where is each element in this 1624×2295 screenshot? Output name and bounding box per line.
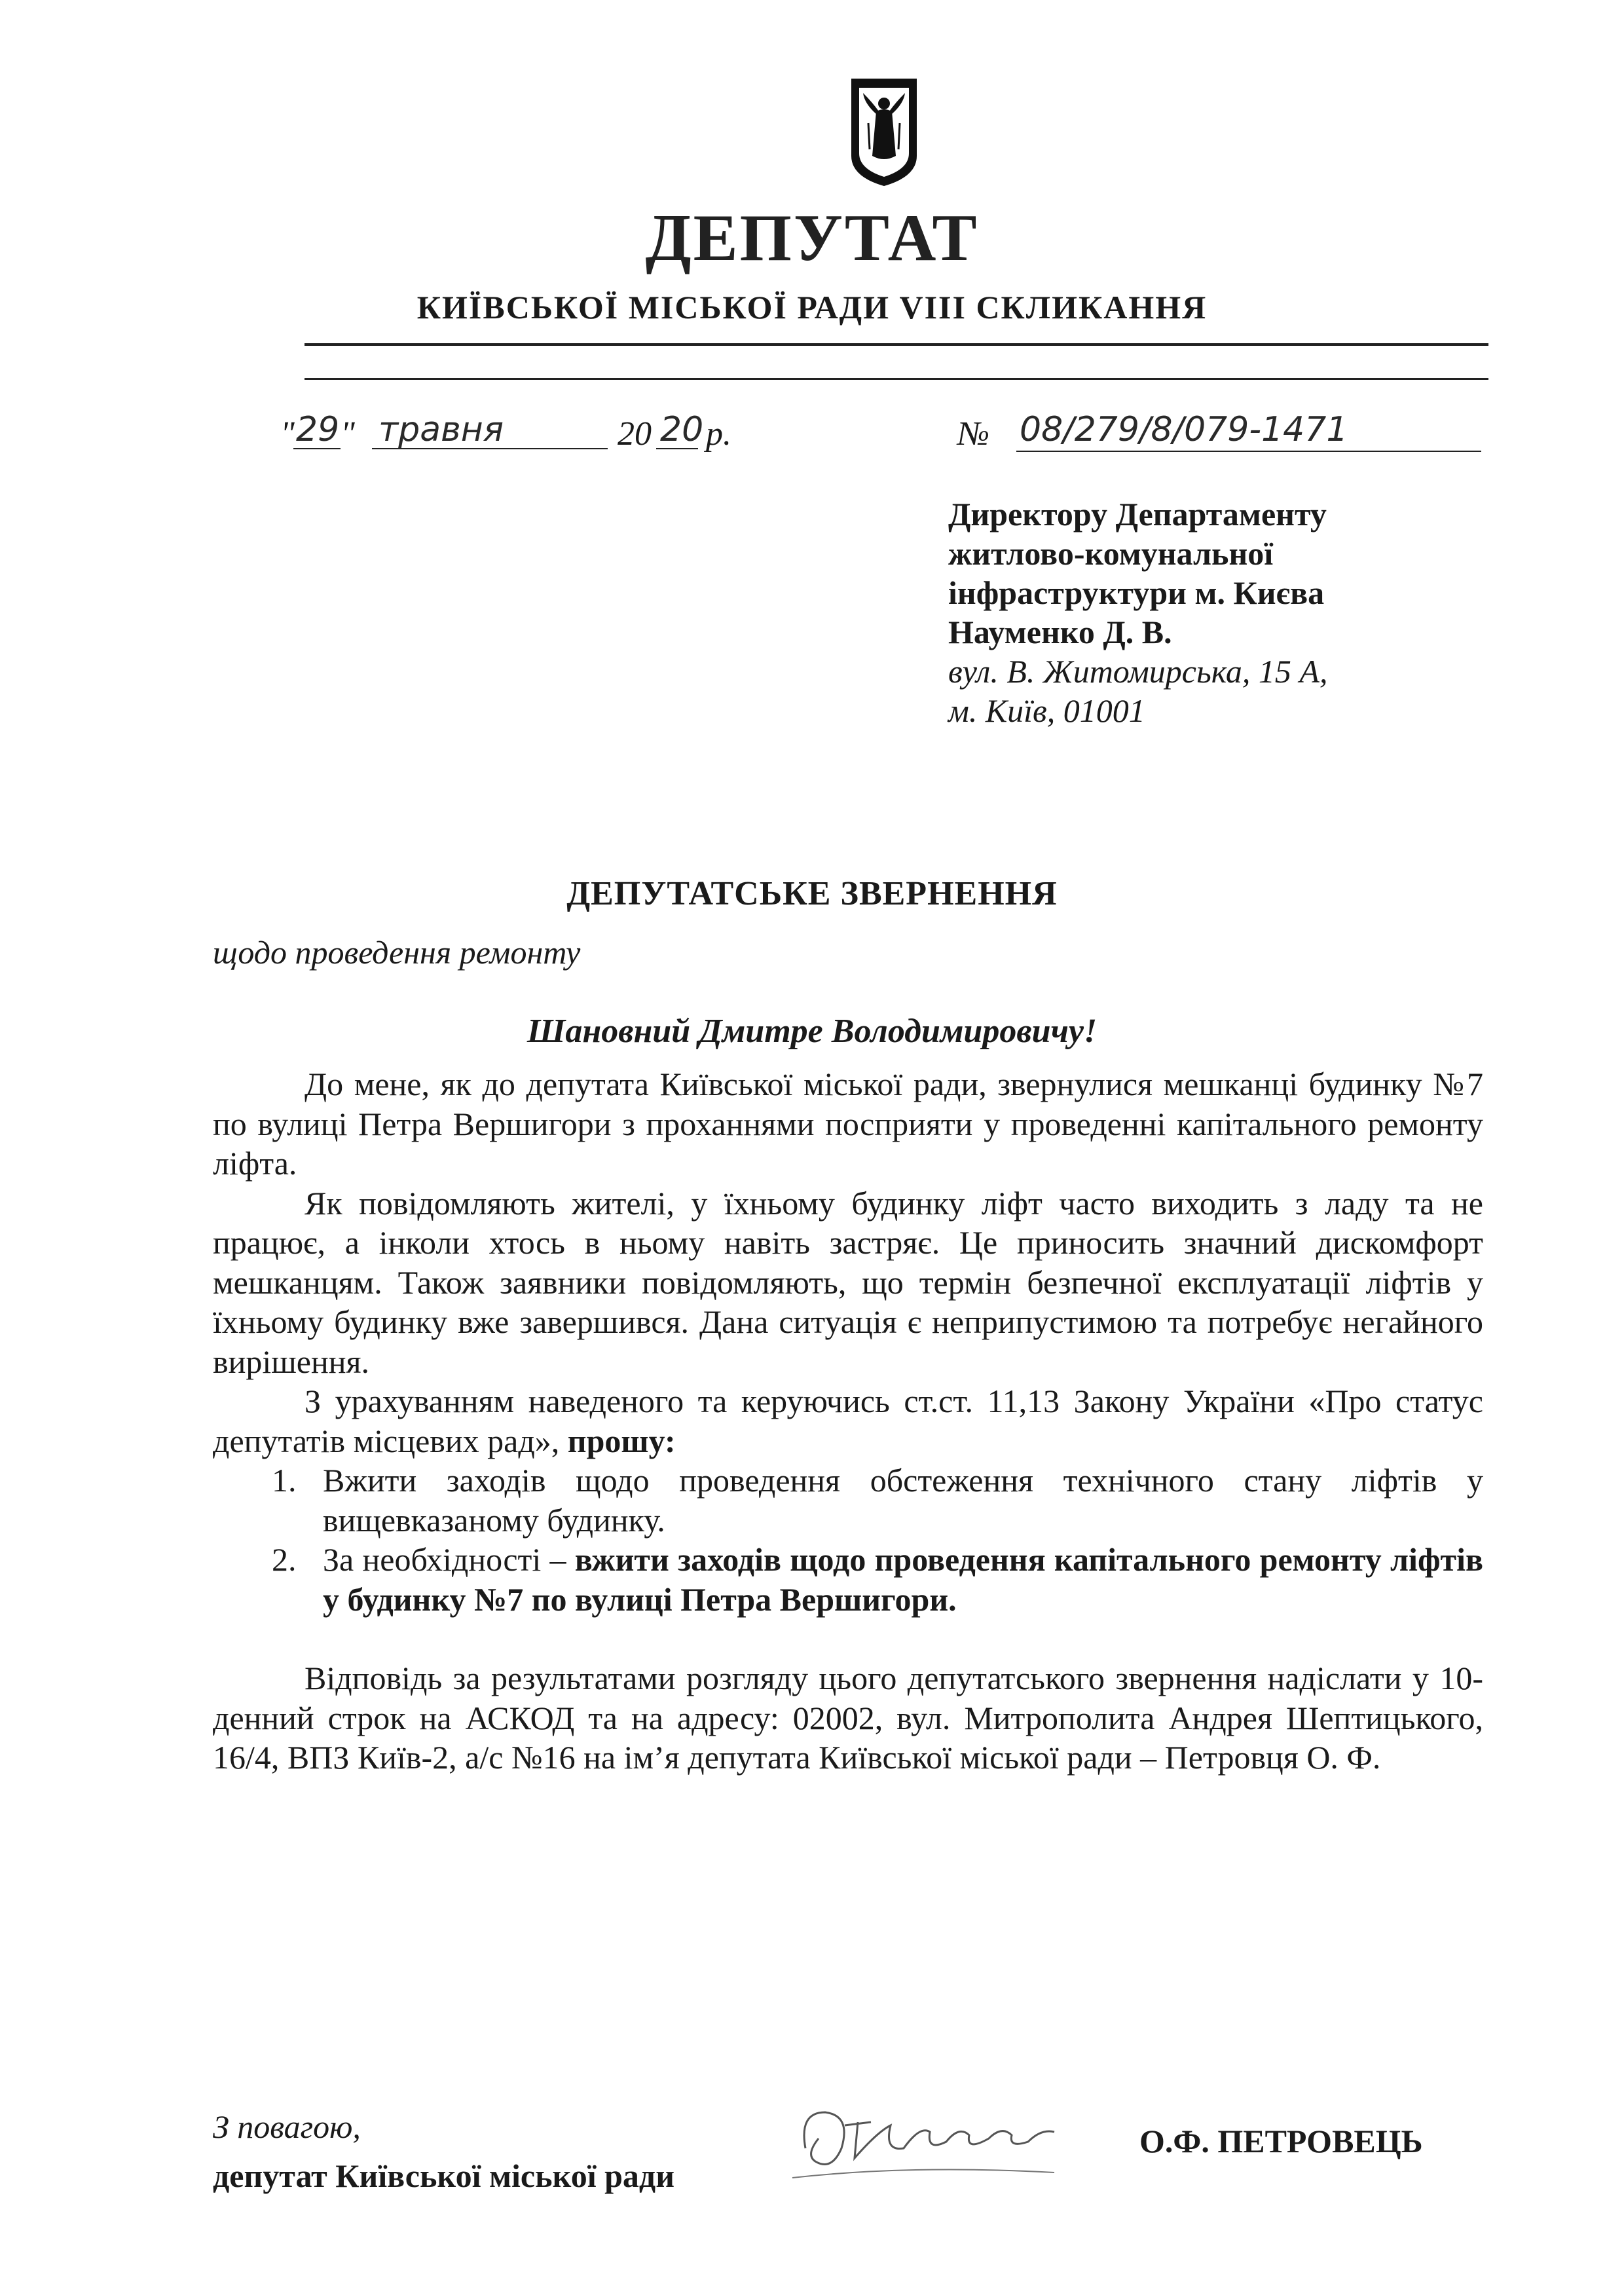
paragraph-3: З урахуванням наведеного та керуючись ст.ст. 11,13 Закону України «Про статус депутатів місцевих рад», прошу: [213, 1383, 1483, 1459]
registration-number [957, 406, 1481, 458]
addressee-city: м. Київ, 01001 [948, 692, 1145, 729]
request-item-2: 2. За необхідності – вжити заходів щодо проведення капітального ремонту ліфтів у будинку №7 по вулиці Петра Вершигори. [304, 1540, 1483, 1619]
letterhead-subtitle: КИЇВСЬКОЇ МІСЬКОЇ РАДИ VIII СКЛИКАННЯ [416, 289, 1208, 326]
addressee-street: вул. В. Житомирська, 15 А, [948, 653, 1328, 690]
paragraph-2: Як повідомляють жителі, у їхньому будинку ліфт часто виходить з ладу та не працює, а інколи хтось в ньому навіть застряє. Це приносить значний дискомфорт мешканцям. Також заявники повідомляють, що термін безпечної експлуатації ліфтів у їхньому будинку вже завершився. Дана ситуація є неприпустимою та потребує негайного вирішення. [213, 1184, 1483, 1380]
kyiv-coat-of-arms-icon [850, 77, 918, 187]
date-day: 29 [296, 410, 340, 449]
reg-number-prefix: № [957, 415, 990, 453]
request-item-1: 1. Вжити заходів щодо проведення обстеження технічного стану ліфтів у вищевказаному будинку. [304, 1461, 1483, 1540]
greeting: Шановний Дмитре Володимировичу! [526, 1013, 1098, 1050]
addressee-line2: житлово-комунальної [948, 535, 1274, 572]
date-suffix: р. [706, 415, 731, 453]
letterhead-title: ДЕПУТАТ [645, 201, 979, 275]
letterhead-rule-bottom [304, 378, 1488, 380]
date-year-suffix: 20 [660, 410, 704, 449]
document-subject: щодо проведення ремонту [213, 934, 581, 971]
letterhead-rule-top [304, 343, 1488, 346]
closing-position: депутат Київської міської ради [213, 2157, 675, 2194]
paragraph-1: До мене, як до депутата Київської міської ради, звернулися мешканці будинку №7 по вулиці Петра Вершигори з проханнями посприяти у проведенні капітального ремонту ліфта. [213, 1066, 1483, 1182]
reply-paragraph: Відповідь за результатами розгляду цього депутатського звернення надіслати у 10-денний строк на АСКОД та на адресу: 02002, вул. Митрополита Андрея Шептицького, 16/4, ВПЗ Київ-2, а/с №16 на ім’я депутата Київської міської ради – Петровця О. Ф. [213, 1660, 1483, 1776]
document-title: ДЕПУТАТСЬКЕ ЗВЕРНЕННЯ [566, 875, 1058, 912]
addressee-line3: інфраструктури м. Києва [948, 574, 1325, 611]
signatory-name: О.Ф. ПЕТРОВЕЦЬ [1139, 2123, 1423, 2159]
addressee-name: Науменко Д. В. [948, 614, 1172, 650]
addressee-line1: Директору Департаменту [948, 496, 1327, 532]
date-line: " 29 " травня 20 20 р. [280, 410, 731, 453]
date-year-prefix: 20 [618, 415, 652, 453]
handwritten-signature [779, 2086, 1120, 2197]
closing-regards: З повагою, [213, 2108, 361, 2145]
letter-body [213, 1064, 1483, 1778]
reg-number-value: 08/279/8/079-1471 [1020, 410, 1348, 449]
date-month: травня [378, 410, 504, 449]
request-list [213, 1461, 1483, 1619]
addressee-block [948, 494, 1327, 730]
closing-block [213, 2102, 674, 2201]
